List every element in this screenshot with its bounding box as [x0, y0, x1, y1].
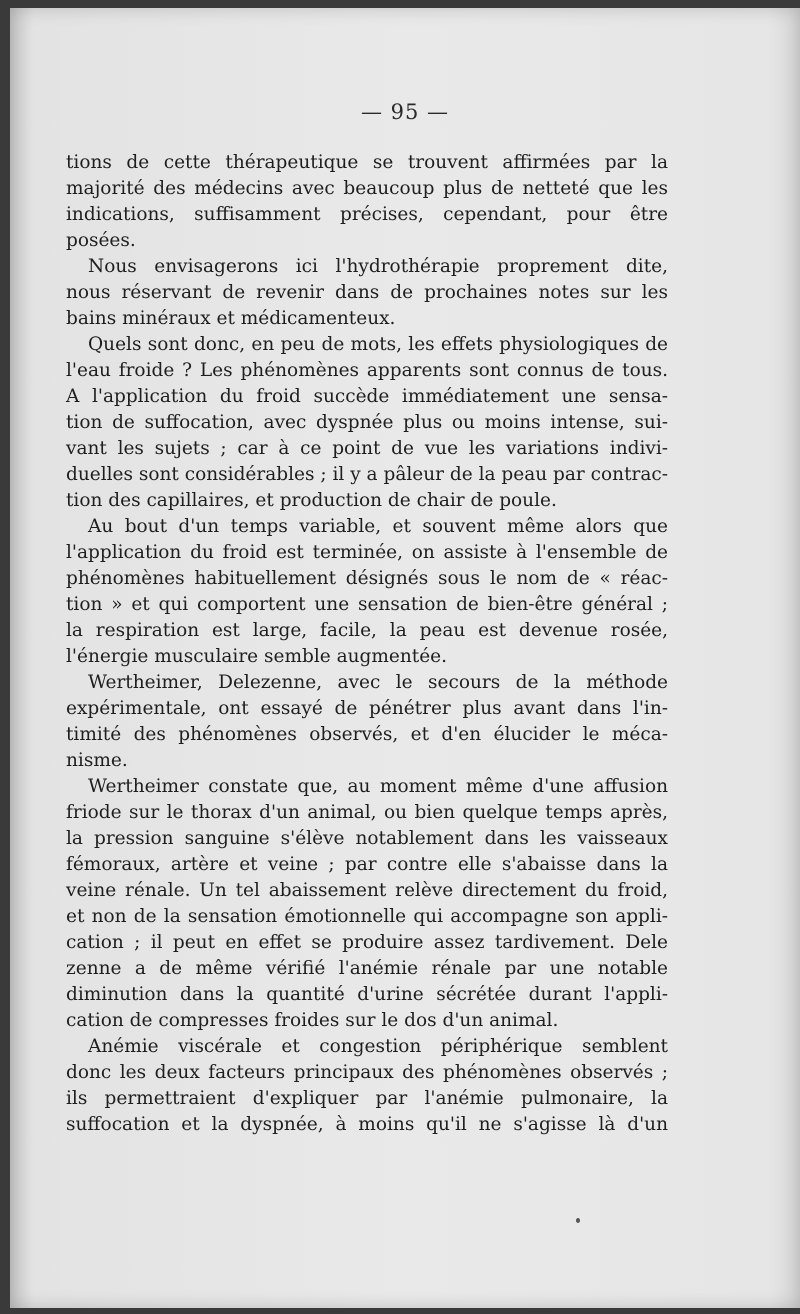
text-line: suffocation et la dyspnée, à moins qu'il ne s'agisse là d'un	[66, 1114, 668, 1135]
text-line: nisme.	[66, 750, 128, 771]
text-line: Wertheimer constate que, au moment même d'une affusion	[88, 776, 668, 797]
text-line: timité des phénomènes observés, et d'en élucider le méca-	[66, 724, 668, 745]
text-line: tions de cette thérapeutique se trouvent affirmées par la	[66, 152, 668, 173]
page-number: — 95 —	[360, 100, 450, 124]
book-page	[10, 8, 800, 1308]
text-line: majorité des médecins avec beaucoup plus de netteté que les	[66, 178, 668, 199]
text-line: indications, suffisamment précises, cependant, pour être	[66, 204, 668, 225]
text-line: tion des capillaires, et production de chair de poule.	[66, 490, 557, 511]
text-line: la pression sanguine s'élève notablement dans les vaisseaux	[66, 828, 668, 849]
text-line: friode sur le thorax d'un animal, ou bien quelque temps après,	[66, 802, 668, 823]
text-line: l'eau froide ? Les phénomènes apparents sont connus de tous.	[66, 360, 668, 381]
text-line: la respiration est large, facile, la peau est devenue rosée,	[66, 620, 668, 641]
text-line: A l'application du froid succède immédiatement une sensa-	[66, 386, 668, 407]
text-line: posées.	[66, 230, 136, 251]
text-line: Nous envisagerons ici l'hydrothérapie proprement dite,	[88, 256, 668, 277]
text-line: cation de compresses froides sur le dos d'un animal.	[66, 1010, 559, 1031]
text-line: Au bout d'un temps variable, et souvent même alors que	[88, 516, 668, 537]
text-line: vant les sujets ; car à ce point de vue les variations indivi-	[66, 438, 668, 459]
text-line: duelles sont considérables ; il y a pâleur de la peau par contrac-	[66, 464, 668, 485]
text-line: diminution dans la quantité d'urine sécrétée durant l'appli-	[66, 984, 668, 1005]
text-line: et non de la sensation émotionnelle qui accompagne son appli-	[66, 906, 668, 927]
text-line: Anémie viscérale et congestion périphérique semblent	[88, 1036, 668, 1057]
text-line: tion » et qui comportent une sensation de bien-être général ;	[66, 594, 668, 615]
text-line: cation ; il peut en effet se produire assez tardivement. Dele	[66, 932, 668, 953]
text-line: bains minéraux et médicamenteux.	[66, 308, 396, 329]
ink-speck	[576, 1218, 580, 1223]
text-line: nous réservant de revenir dans de prochaines notes sur les	[66, 282, 668, 303]
text-line: l'énergie musculaire semble augmentée.	[66, 646, 447, 667]
text-line: zenne a de même vérifié l'anémie rénale par une notable	[66, 958, 668, 979]
text-line: ils permettraient d'expliquer par l'anémie pulmonaire, la	[66, 1088, 668, 1109]
text-line: l'application du froid est terminée, on assiste à l'ensemble de	[66, 542, 668, 563]
text-line: tion de suffocation, avec dyspnée plus ou moins intense, sui-	[66, 412, 668, 433]
text-line: donc les deux facteurs principaux des phénomènes observés ;	[66, 1062, 668, 1083]
text-line: Quels sont donc, en peu de mots, les effets physiologiques de	[88, 334, 668, 355]
text-line: fémoraux, artère et veine ; par contre elle s'abaisse dans la	[66, 854, 668, 875]
text-line: expérimentale, ont essayé de pénétrer plus avant dans l'in-	[66, 698, 668, 719]
text-line: Wertheimer, Delezenne, avec le secours de la méthode	[88, 672, 668, 693]
text-line: veine rénale. Un tel abaissement relève directement du froid,	[66, 880, 668, 901]
body-text	[66, 150, 668, 1138]
text-line: phénomènes habituellement désignés sous le nom de « réac-	[66, 568, 668, 589]
